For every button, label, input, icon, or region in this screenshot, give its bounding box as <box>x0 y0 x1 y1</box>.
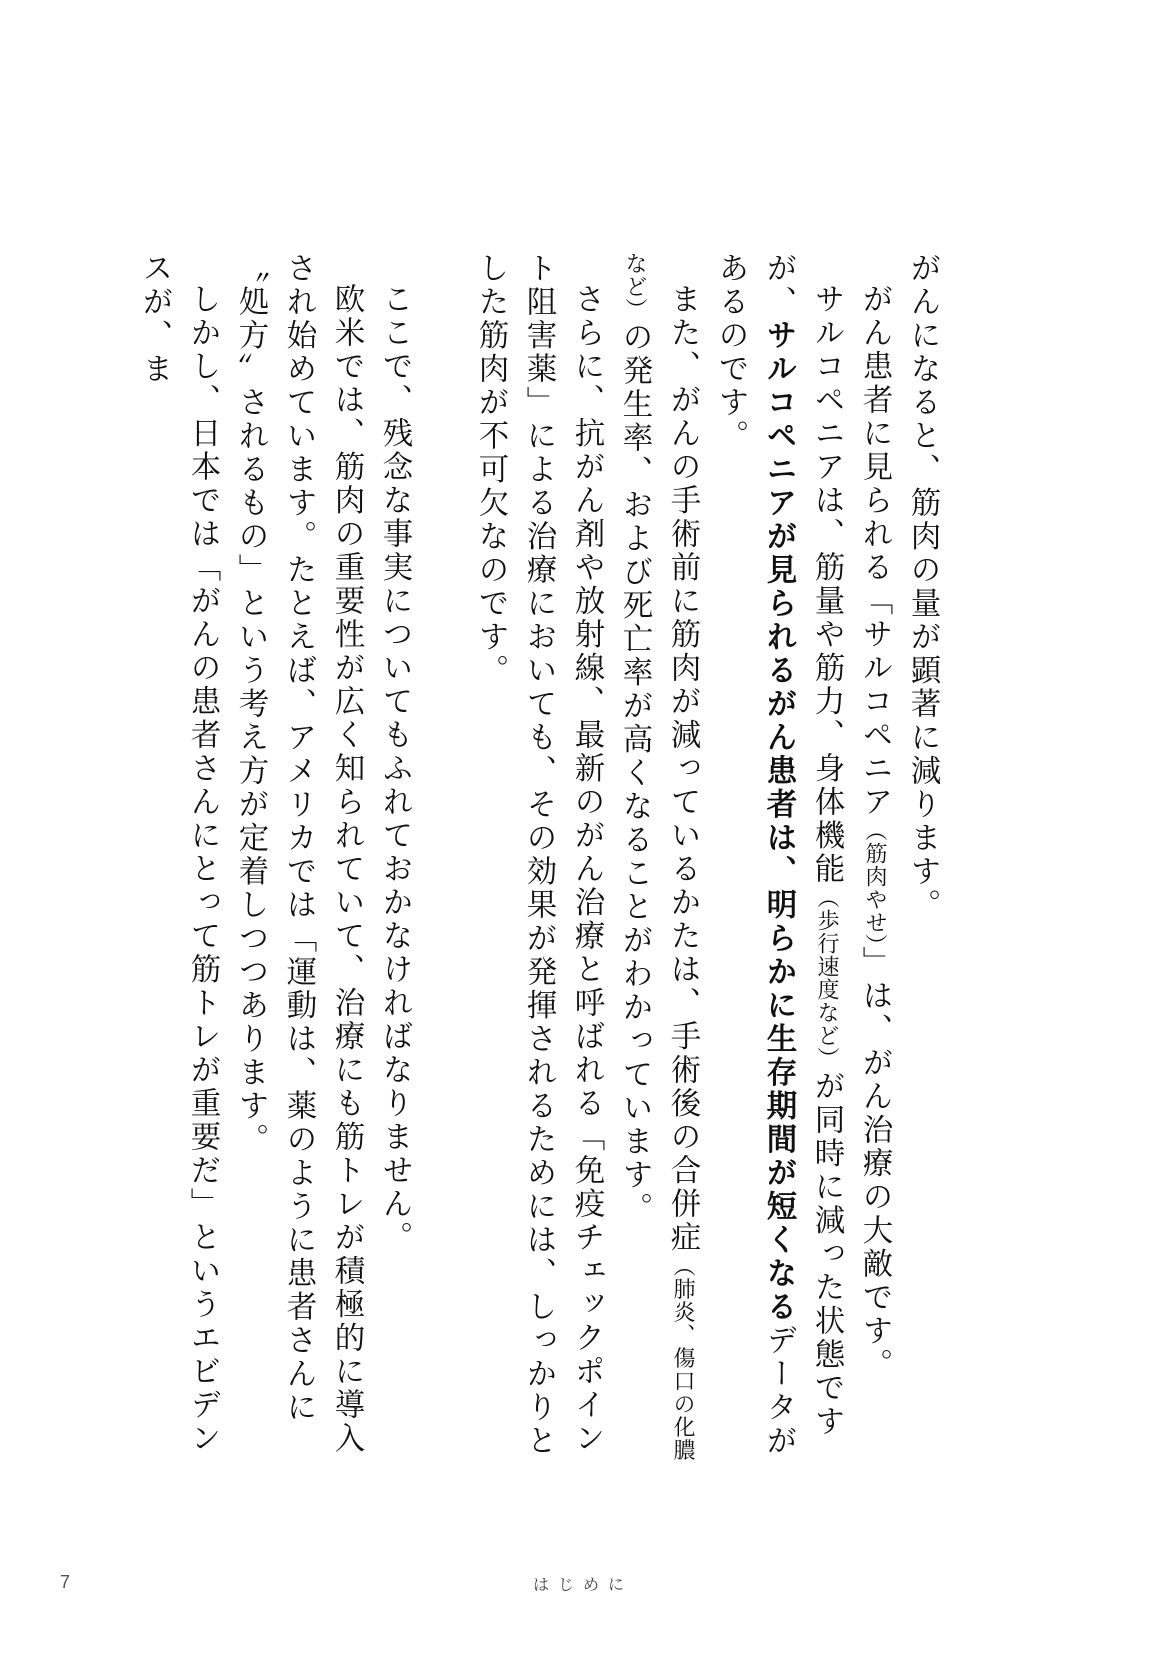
annotation-note: （筋肉やせ） <box>862 818 887 946</box>
paragraph: また、がんの手術前に筋肉が減っているかたは、手術後の合併症（肺炎、傷口の化膿など）の発生率、および死亡率が高くなることがわかっています。 <box>617 252 700 1461</box>
blank-line <box>418 252 466 1480</box>
paragraph: ここで、残念な事実についてもふれておかなければなりません。 <box>377 282 412 1254</box>
vertical-text-body <box>130 252 946 1480</box>
paragraph: 欧米では、筋肉の重要性が広く知られていて、治療にも筋トレが積極的に導入され始めています。たとえば、アメリカでは「運動は、薬のように患者さんに〝処方〟されるもの」という考え方が定着しつつあります。 <box>233 252 364 1455</box>
paragraph: しかし、日本では「がんの患者さんにとって筋トレが重要だ」というエビデンスが、ま <box>137 252 220 1455</box>
paragraph: サルコペニアは、筋量や筋力、身体機能（歩行速度など）が同時に減った状態ですが、サルコペニアが見られるがん患者は、明らかに生存期間が短くなるデータがあるのです。 <box>713 252 844 1458</box>
page-number: 7 <box>60 1572 71 1592</box>
paragraph: がんになると、筋肉の量が顕著に減ります。 <box>905 252 940 922</box>
running-title: はじめに <box>532 1575 633 1594</box>
bold-emphasis: サルコペニアが見られるがん患者は、明らかに生存期間が短くなる <box>761 319 796 1324</box>
annotation-note: （歩行速度など） <box>814 885 839 1070</box>
paragraph: がん患者に見られる「サルコペニア（筋肉やせ）」は、がん治療の大敵です。 <box>857 282 892 1381</box>
annotation-note: （肺炎、傷口の化膿など） <box>622 252 695 1461</box>
paragraph: さらに、抗がん剤や放射線、最新のがん治療と呼ばれる「免疫チェックポイント阻害薬」による治療においても、その効果が発揮されるためには、しっかりとした筋肉が不可欠なのです。 <box>473 252 604 1458</box>
